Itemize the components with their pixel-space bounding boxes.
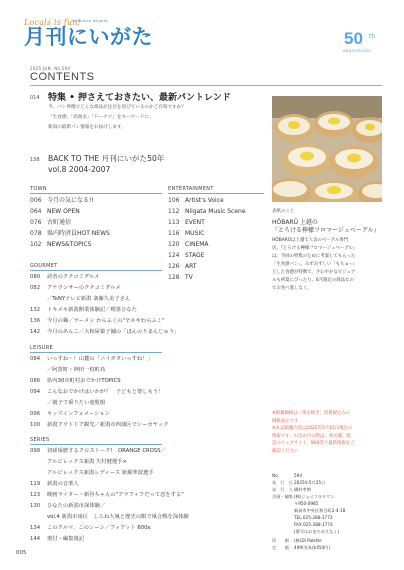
list-item[interactable] xyxy=(30,330,179,335)
contents-heading: CONTENTS xyxy=(30,71,95,83)
section-heading-gourmet: GOURMET xyxy=(30,263,58,269)
list-item[interactable] xyxy=(168,264,197,270)
page-number: 116 xyxy=(168,230,180,237)
cover-photo xyxy=(272,96,382,202)
list-item-title: NEWS&TOPICS xyxy=(47,241,92,248)
list-item[interactable] xyxy=(30,482,79,487)
pub-row xyxy=(272,529,339,535)
cover-body-line: HŌBARŪは上越で人気のベーグル専門 xyxy=(272,238,348,243)
list-item-continuation xyxy=(30,460,127,465)
cover-caption-body xyxy=(272,237,384,293)
page-number: 084 xyxy=(30,356,41,362)
pub-row xyxy=(272,494,334,500)
issue-label: 2025 JUN. No.594 xyxy=(30,66,71,71)
list-item-title: 県内時済員HOT NEWS xyxy=(47,230,110,237)
page-number: 142 xyxy=(30,329,41,335)
logo-tagline: Locals is fun! xyxy=(24,18,82,27)
page-number: 144 xyxy=(30,536,41,542)
cover-body-line: ルも初夏にぴったり。6月限定の商品なの xyxy=(272,278,354,283)
notice-line: 確認ください xyxy=(272,448,299,454)
page-number: 132 xyxy=(30,307,41,313)
list-item[interactable] xyxy=(30,220,71,226)
page-number: 098 xyxy=(30,448,41,454)
price-notice xyxy=(272,410,384,456)
bagel-icon xyxy=(283,144,331,176)
feature-desc-line: 「生食感」「高加水」「ドーナツ」をキーワードに、 xyxy=(48,115,154,120)
list-item[interactable] xyxy=(168,275,193,281)
list-item[interactable] xyxy=(30,209,80,215)
anniversary-suffix: th xyxy=(369,33,376,40)
page-number: 082 xyxy=(30,285,41,291)
list-item[interactable] xyxy=(30,423,169,428)
anniversary-logo xyxy=(342,30,384,56)
page-number: 106 xyxy=(168,197,180,204)
section-divider xyxy=(30,444,162,445)
list-item-title: こんなおでかけはいかが？ 子どもと楽しもう！ xyxy=(47,389,164,395)
section-heading-entertainment: ENTERTAINMENT xyxy=(168,186,214,192)
list-item-title: MUSIC xyxy=(185,230,205,237)
page-number: 006 xyxy=(30,197,42,204)
cover-body-line: でお食べ逃しなく。 xyxy=(272,286,312,291)
page-number: 136 xyxy=(30,318,41,324)
feature-description xyxy=(48,103,248,133)
list-item[interactable] xyxy=(30,390,163,395)
list-item[interactable] xyxy=(30,198,94,204)
page-number: 120 xyxy=(168,241,180,248)
notice-line: 設のウェブサイト、SNS等で最新情報をご xyxy=(272,441,355,447)
list-item-title: ART xyxy=(185,263,197,270)
anniversary-text: ANNIVERSARY xyxy=(343,49,372,53)
section-divider xyxy=(168,193,264,194)
pub-value: FAX.025-288-1774 xyxy=(294,522,333,527)
list-item-title: 今月の麺／ラーメン わらふくの"辛ネギわらふく" xyxy=(47,318,165,324)
list-item-title: 奥付・編集後記 xyxy=(47,536,85,542)
list-item-title: 切磋琢磨するクロストーク! ORANGE CROSS／ xyxy=(47,448,166,454)
list-item[interactable] xyxy=(30,308,137,313)
list-item[interactable] xyxy=(30,493,184,498)
list-item[interactable] xyxy=(30,379,121,384)
list-item-title: ／阿賀町・神田一枚町鳥 xyxy=(47,367,106,373)
back-title-line: vol.8 2004-2007 xyxy=(48,165,111,174)
list-item-title: このクルマ、このシーン／フィアット 600e xyxy=(47,525,151,531)
list-item-title: 今月の気になる!! xyxy=(47,197,94,204)
pub-value: (株)ジョイフルタウン xyxy=(294,494,335,499)
pub-label: 定 価 xyxy=(272,545,289,550)
list-item-title: ／親子で乗りたい遊覧船 xyxy=(47,400,106,406)
pub-label: No. xyxy=(272,473,279,478)
page-number: 086 xyxy=(30,378,41,384)
page-number-footer: 005 xyxy=(16,550,27,556)
cover-body-line: は、今回の特集のために考案してもらった xyxy=(272,254,356,259)
list-item-title: EVENT xyxy=(185,219,205,226)
page-number: 113 xyxy=(168,219,180,226)
page-number: 126 xyxy=(168,263,180,270)
page-number: 064 xyxy=(30,208,42,215)
cover-body-line: 「生食感パン」。みずみずしい「もちゅっ」 xyxy=(272,262,358,267)
list-item-continuation xyxy=(30,515,189,520)
page-number: 094 xyxy=(30,389,41,395)
list-item-title: 県内30市町村おでかけTOPICS xyxy=(47,378,121,384)
pub-row xyxy=(272,545,330,551)
list-item-title: ひなたの新潟市深体験／ xyxy=(47,503,106,509)
notice-line: ※掲載価格は一部を除き、消費税込みの xyxy=(272,411,351,416)
magazine-logo: 月刊にいがた xyxy=(24,25,153,49)
list-item-continuation xyxy=(30,401,105,406)
back-title-line: BACK TO THE 月刊にいがた50年 xyxy=(48,154,165,163)
list-item-continuation xyxy=(30,368,105,373)
pub-value: 橋村孝朗 xyxy=(294,487,311,492)
section-heading-series: SERIES xyxy=(30,437,50,443)
page-number: 102 xyxy=(30,241,42,248)
logo-subtitle: Getsukan Niigata xyxy=(72,19,108,23)
list-item[interactable] xyxy=(30,412,110,417)
list-item[interactable] xyxy=(168,209,246,215)
cover-caption-title xyxy=(272,219,384,235)
list-item[interactable] xyxy=(168,220,205,226)
page-number: 078 xyxy=(30,230,42,237)
bagel-icon xyxy=(274,114,314,142)
pub-label: 発 行 人 xyxy=(272,487,293,492)
pub-row xyxy=(272,480,325,486)
pub-row xyxy=(272,538,322,544)
list-item[interactable] xyxy=(30,449,166,454)
page-number: 119 xyxy=(30,481,41,487)
page-number: 076 xyxy=(30,219,42,226)
page-number: 128 xyxy=(168,274,180,281)
list-item-title: トキメキ新潟開業体験記／喫茶ひなた xyxy=(47,307,137,313)
pub-row xyxy=(272,501,318,507)
page-number: 080 xyxy=(30,274,41,280)
list-item-title: Niigata Music Scene xyxy=(185,208,246,215)
list-item-title: vol.4 新潟市南区 しろね大凧と歴史の館で凧合戦を深体験 xyxy=(47,514,189,520)
pub-value: 2025年5月25日 xyxy=(294,480,326,485)
feature-title[interactable]: 特集 • 押さえておきたい、最新パントレンド xyxy=(48,93,231,103)
page-number: 123 xyxy=(30,492,41,498)
cover-body-line: とした食感が特徴で、さわやかなビジュア xyxy=(272,270,356,275)
pub-value: (株)Di Palette xyxy=(294,538,322,543)
list-item-title: 今月のあんこ／大和屋菓子舗の「ほんのりまんじゅう」 xyxy=(47,329,180,335)
list-item-title: TV xyxy=(185,274,193,281)
feature-page-number: 014 xyxy=(30,95,40,101)
list-item[interactable] xyxy=(168,198,224,204)
list-item-title: キッズインフォメーション xyxy=(47,411,110,417)
list-item-title: NEW OPEN xyxy=(47,208,80,215)
list-item[interactable] xyxy=(30,504,105,509)
back-page-number: 138 xyxy=(30,157,40,163)
pub-value: 499円(本体454円) xyxy=(294,545,331,550)
section-divider xyxy=(30,270,162,271)
section-heading-leisure: LEISURE xyxy=(30,345,53,351)
section-divider xyxy=(30,193,162,194)
page-number: 112 xyxy=(168,208,180,215)
list-item[interactable] xyxy=(30,357,153,362)
pub-value: (番号はおまちがえなく) xyxy=(294,529,340,534)
list-item[interactable] xyxy=(168,253,204,259)
list-item-continuation xyxy=(30,471,154,476)
list-item[interactable] xyxy=(30,526,151,531)
pub-row xyxy=(272,473,302,478)
list-item-title: CINEMA xyxy=(185,241,209,248)
page-number: 124 xyxy=(168,252,180,259)
list-item-title: Artist's Voice xyxy=(185,197,224,204)
bagel-icon xyxy=(314,111,354,137)
list-item[interactable] xyxy=(30,231,110,237)
list-item-title: いっすね～！山麓の「ニイガタいっすね！」 xyxy=(47,356,153,362)
list-item-title: アナウンサーのクチコミグルメ xyxy=(47,285,121,291)
list-item-title: 古町通信 xyxy=(47,219,72,226)
anniversary-number: 50 xyxy=(344,29,363,48)
page-number: 134 xyxy=(30,525,41,531)
header-divider xyxy=(30,85,382,86)
cover-body-line: 店。『とろける檸檬フロマージュベーグル』 xyxy=(272,246,358,251)
pub-value: 594 xyxy=(294,473,302,478)
pub-value: 新潟市中央区和合町2-4-18 xyxy=(294,508,346,513)
list-item[interactable] xyxy=(30,319,165,324)
list-item-title: 新潟の音楽人 xyxy=(47,481,79,487)
page-number: 096 xyxy=(30,411,41,417)
notice-line: ※本誌掲載内容は2025年5月15日現在の xyxy=(272,426,353,432)
pub-label: 印 刷 xyxy=(272,538,289,543)
list-item[interactable] xyxy=(30,275,99,280)
list-item-title: アルビレックス新潟 矢村健選手× xyxy=(47,459,127,465)
list-item-title: アルビレックス新潟レディース 新堀華波選手 xyxy=(47,470,154,476)
page-number: 100 xyxy=(30,422,41,428)
list-item-title: 映画ライター・新谷ちゃんの"アラフィフだって恋をする" xyxy=(47,492,184,498)
list-item[interactable] xyxy=(30,242,91,248)
list-item-continuation xyxy=(30,297,130,302)
list-item[interactable] xyxy=(168,231,204,237)
feature-desc-line: 今、パン界隈でどんな商品が注目を浴びているのかご存知ですか？ xyxy=(48,105,186,110)
section-heading-town: TOWN xyxy=(30,186,47,192)
list-item[interactable] xyxy=(168,242,209,248)
pub-row xyxy=(272,487,311,493)
bagel-icon xyxy=(330,146,378,178)
section-divider xyxy=(30,352,162,353)
pub-row xyxy=(272,515,333,520)
cover-title-line: HŌBARŪ 上越の xyxy=(272,219,318,226)
list-item-title: 読者のクチコミグルメ xyxy=(47,274,100,280)
list-item-title: ／TeNYテレビ新潟 斎藤久美子さん xyxy=(47,296,131,302)
pub-row xyxy=(272,522,333,527)
pub-label: 企画・編集 xyxy=(272,494,293,499)
list-item-title: 新潟アウトドア観光／新潟市西蒲区でシーカヤック xyxy=(47,422,169,428)
page-number: 130 xyxy=(30,503,41,509)
notice-line: 価格表示です xyxy=(272,418,299,424)
cover-title-line: 『とろける檸檬フロマージュベーグル』 xyxy=(272,227,380,234)
pub-label: 発 行 日 xyxy=(272,480,293,485)
feature-desc-line: 新潟の最新パン情報をお届けします。 xyxy=(48,125,126,130)
notice-line: 情報です。お出かけの際は、各店舗、施 xyxy=(272,433,351,439)
back-to-the-title[interactable] xyxy=(48,153,164,175)
pub-row xyxy=(272,508,345,514)
pub-value: TEL.025-288-1773 xyxy=(294,515,333,520)
list-item-title: STAGE xyxy=(185,252,205,259)
pub-value: 〒950-0985 xyxy=(294,501,319,506)
cover-caption-label: 表紙のこと xyxy=(272,209,295,214)
bagel-photo-illustration xyxy=(272,96,382,202)
list-item[interactable] xyxy=(30,537,84,542)
list-item[interactable] xyxy=(30,286,121,291)
